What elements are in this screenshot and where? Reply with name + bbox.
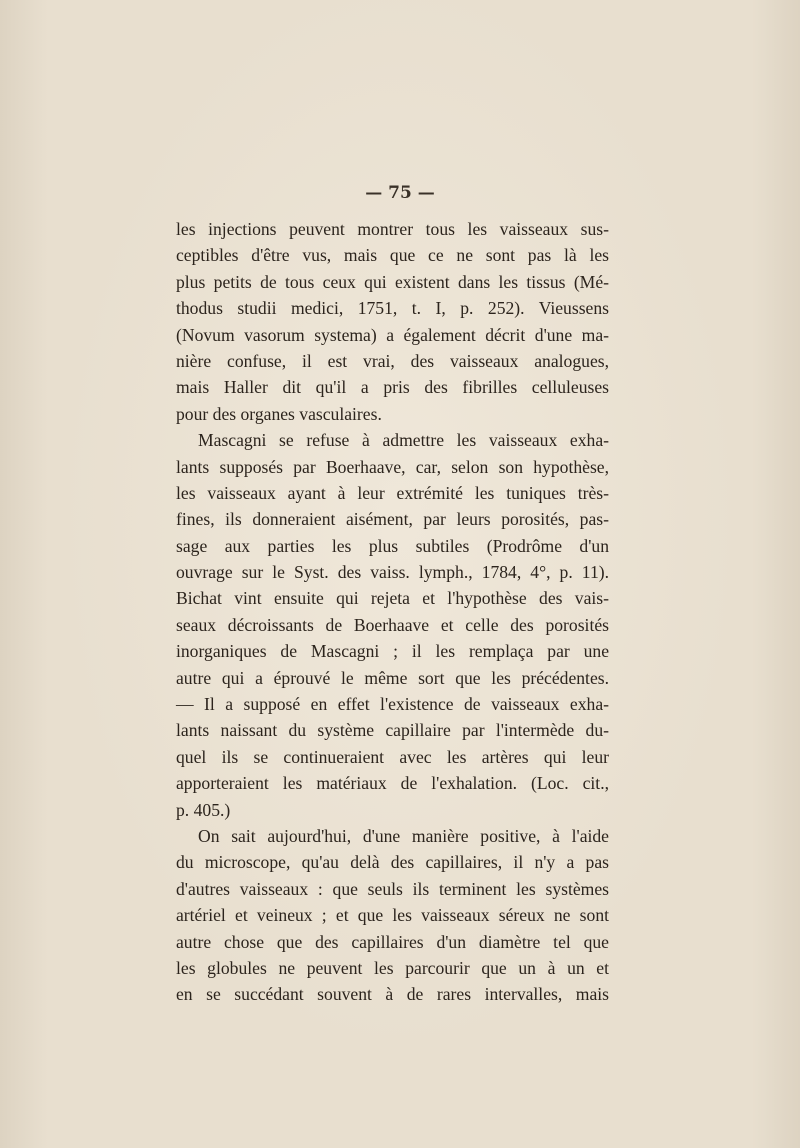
text-line: mais Haller dit qu'il a pris des fibrilles celluleuses [176, 377, 609, 398]
text-line: pour des organes vasculaires. [176, 403, 382, 424]
text-line: Mascagni se refuse à admettre les vaisseaux exha- [198, 430, 609, 451]
text-line: plus petits de tous ceux qui existent dans les tissus (Mé- [176, 271, 609, 292]
text-line: les injections peuvent montrer tous les vaisseaux sus- [176, 219, 609, 239]
text-line: lants supposés par Boerhaave, car, selon son hypothèse, [176, 456, 609, 477]
text-line: On sait aujourd'hui, d'une manière positive, à l'aide [198, 825, 609, 846]
text-line: ceptibles d'être vus, mais que ce ne sont pas là les [176, 245, 609, 266]
text-line: fines, ils donneraient aisément, par leurs porosités, pas- [176, 509, 609, 530]
text-line: Bichat vint ensuite qui rejeta et l'hypothèse des vais- [176, 588, 609, 609]
text-line: thodus studii medici, 1751, t. I, p. 252). Vieussens [176, 298, 609, 319]
text-line: du microscope, qu'au delà des capillaires, il n'y a pas [176, 852, 609, 873]
text-line: lants naissant du système capillaire par l'intermède du- [176, 720, 609, 741]
text-line: d'autres vaisseaux : que seuls ils terminent les systèmes [176, 878, 609, 899]
text-line: inorganiques de Mascagni ; il les remplaça par une [176, 641, 609, 662]
text-line: (Novum vasorum systema) a également décrit d'une ma- [176, 324, 609, 345]
text-line: les globules ne peuvent les parcourir que un à un et [176, 957, 609, 978]
text-line: quel ils se continueraient avec les artères qui leur [176, 746, 609, 767]
text-line: apporteraient les matériaux de l'exhalation. (Loc. cit., [176, 773, 609, 794]
text-line: sage aux parties les plus subtiles (Prodrôme d'un [176, 535, 609, 556]
text-line: autre chose que des capillaires d'un diamètre tel que [176, 931, 609, 952]
text-line: seaux décroissants de Boerhaave et celle des porosités [176, 614, 609, 635]
text-line: — Il a supposé en effet l'existence de vaisseaux exha- [176, 694, 609, 715]
body-text [176, 216, 609, 1008]
text-line: p. 405.) [176, 799, 231, 820]
text-line: artériel et veineux ; et que les vaisseaux séreux ne sont [176, 905, 609, 926]
text-line: nière confuse, il est vrai, des vaisseaux analogues, [176, 350, 609, 371]
text-line: ouvrage sur le Syst. des vaiss. lymph., 1784, 4°, p. 11). [176, 562, 609, 583]
page-number: — 75 — [365, 183, 435, 203]
text-line: autre qui a éprouvé le même sort que les précédentes. [176, 667, 609, 688]
text-line: les vaisseaux ayant à leur extrémité les tuniques très- [176, 482, 609, 503]
text-line: en se succédant souvent à de rares intervalles, mais [176, 984, 609, 1005]
